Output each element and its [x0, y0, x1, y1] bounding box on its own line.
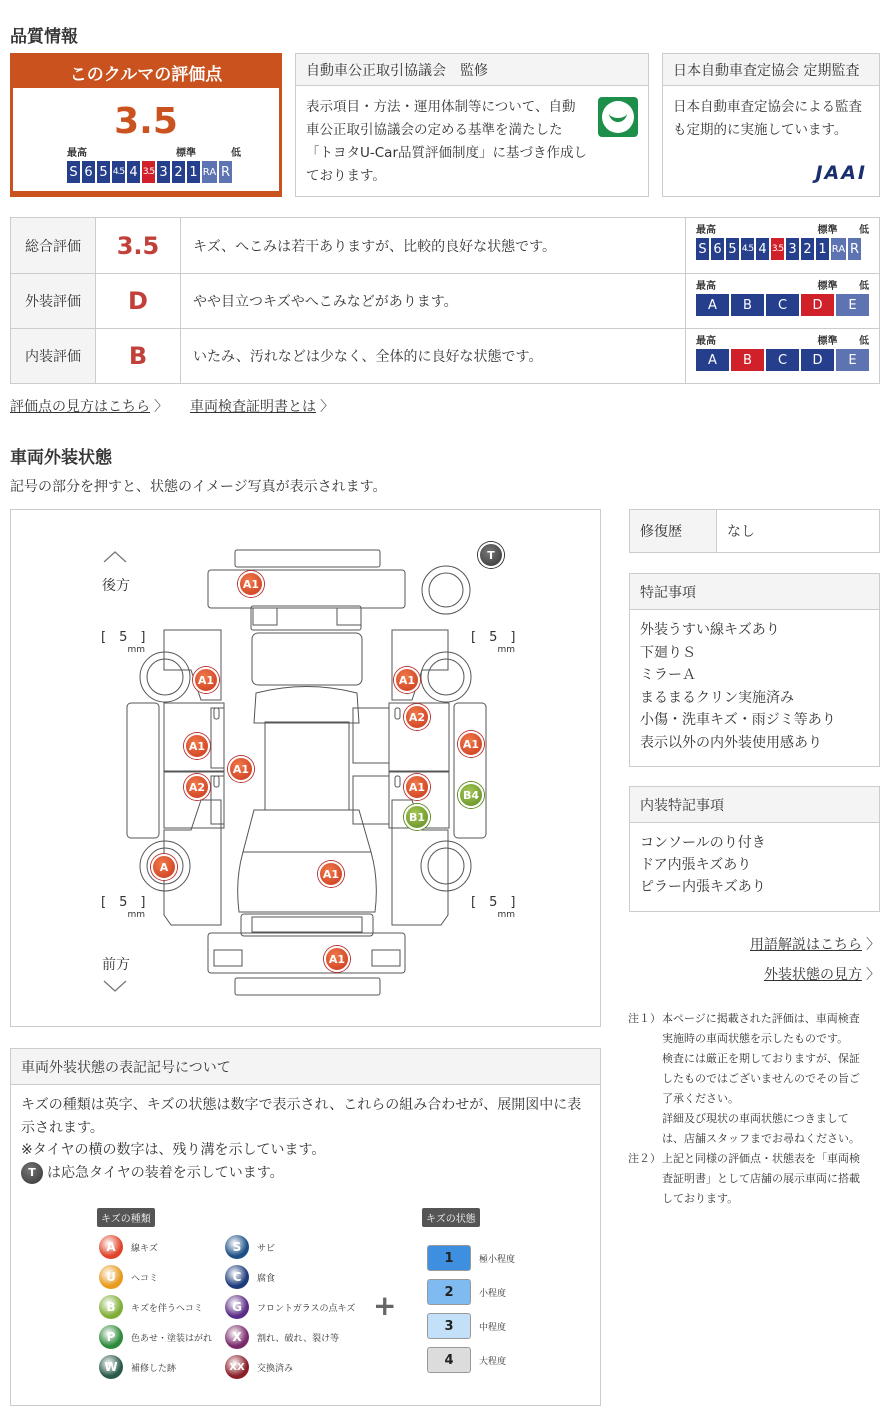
scale-cell: 4.5 [112, 161, 125, 183]
scale-low-label: 低 [231, 148, 241, 159]
chevron-right-icon: 〉 [320, 399, 334, 415]
damage-badge[interactable]: A1 [318, 861, 344, 887]
damage-type-icon: W [99, 1355, 123, 1379]
damage-badge[interactable]: B4 [458, 782, 484, 808]
scale-cell: 1 [187, 161, 200, 183]
repair-value: なし [727, 524, 755, 540]
note-item: コンソールのり付き [640, 835, 766, 851]
chevron-right-icon: 〉 [866, 937, 880, 953]
damage-type-label: 腐食 [257, 1273, 276, 1284]
scale-cell: S [67, 161, 80, 183]
rating-scale [686, 218, 879, 273]
spare-tire-badge[interactable]: T [478, 542, 504, 568]
rating-row [11, 273, 879, 328]
damage-type-icon: B [99, 1295, 123, 1319]
note-item: ピラー内張キズあり [640, 879, 766, 895]
note-item: 実施時の車両状態を示したものです。 [662, 1032, 849, 1045]
damage-type-label: サビ [257, 1243, 276, 1254]
scale-cell: 5 [726, 238, 739, 260]
jaai-panel [662, 53, 880, 197]
note-item: ミラーＡ [640, 667, 696, 683]
damage-type-label: 交換済み [257, 1363, 294, 1374]
damage-type-icon: X [225, 1325, 249, 1349]
scale-cell: C [766, 349, 799, 371]
damage-state-level: 3 [427, 1313, 471, 1339]
note1-label: 注１） [628, 1012, 661, 1025]
damage-type-label: 割れ、破れ、裂け等 [257, 1333, 340, 1344]
terms-link[interactable]: 用語解説はこちら [750, 937, 862, 953]
scale-cell: 4.5 [741, 238, 754, 260]
damage-badge[interactable]: A1 [324, 946, 350, 972]
damage-state-item [427, 1241, 515, 1275]
scale-cell: 3 [157, 161, 170, 183]
scale-cell: 3 [786, 238, 799, 260]
damage-type-item [99, 1292, 212, 1322]
note-item: 検査には厳正を期しておりますが、保証 [662, 1052, 860, 1065]
repair-label: 修復歴 [630, 510, 717, 552]
damage-state-label: 小程度 [479, 1288, 507, 1299]
damage-type-item [225, 1262, 355, 1292]
rear-label: 後方 [102, 578, 130, 594]
jaaa-text: 表示項目・方法・運用体制等について、自動車公正取引協議会の定める基準を満たした「トヨタU-Car品質評価制度」に基づき作成しております。 [306, 99, 588, 184]
scale-cell: R [219, 161, 232, 183]
note-item: 表示以外の内外装使用感あり [640, 734, 822, 751]
damage-state-item [427, 1275, 515, 1309]
scale-cell: 2 [801, 238, 814, 260]
tread-rear-left: [ 5 ] mm [101, 630, 146, 655]
damage-type-icon: S [225, 1235, 249, 1259]
plus-icon: + [373, 1289, 397, 1322]
scale-cell: RA [831, 238, 846, 260]
rating-label: 内装評価 [11, 329, 96, 383]
scale-cell: S [696, 238, 709, 260]
rating-value: D [96, 274, 181, 328]
jaaa-logo-icon [598, 97, 638, 137]
scale-cell: 2 [172, 161, 185, 183]
damage-type-item [225, 1232, 355, 1262]
note-item: 下廻りＳ [640, 644, 696, 661]
note-item: ドア内張キズあり [640, 857, 752, 873]
damage-badge[interactable]: A1 [193, 667, 219, 693]
damage-type-label: フロントガラスの点キズ [257, 1303, 356, 1314]
scale-cell: 4 [127, 161, 140, 183]
chevron-right-icon: 〉 [154, 399, 168, 415]
scale-cell: D [801, 349, 834, 371]
damage-type-icon: P [99, 1325, 123, 1349]
notes-list [630, 610, 879, 763]
damage-badge[interactable]: A2 [404, 704, 430, 730]
scale-std-label: 標準 [817, 336, 838, 347]
rating-scale [686, 329, 879, 383]
scale-cell: C [766, 294, 799, 316]
footnotes [628, 1009, 880, 1209]
damage-state-item [427, 1309, 515, 1343]
scale-high-label: 最高 [696, 336, 716, 347]
car-diagram [11, 510, 602, 1028]
damage-badge[interactable]: A2 [184, 774, 210, 800]
rating-desc: キズ、へこみは若干ありますが、比較的良好な状態です。 [181, 218, 686, 273]
scale-cell: A [696, 349, 729, 371]
note-item: 本ページに掲載された評価は、車両検査 [662, 1012, 860, 1025]
scale-cell: 5 [97, 161, 110, 183]
note-item: 上記と同様の評価点・状態表を「車両検 [662, 1152, 860, 1165]
damage-type-item [225, 1352, 355, 1382]
notes-panel [629, 573, 880, 767]
damage-badge[interactable]: A [151, 854, 177, 880]
scale-std-label: 標準 [176, 148, 196, 159]
scale-cell: B [731, 349, 764, 371]
note-item: 詳細及び現状の車両状態につきまして [662, 1112, 849, 1125]
legend-text1: キズの種類は英字、キズの状態は数字で表示され、これらの組み合わせが、展開図中に表示されます。 [21, 1097, 582, 1136]
damage-type-item [99, 1262, 212, 1292]
score-card [10, 53, 282, 197]
damage-type-label: 色あせ・塗装はがれ [131, 1333, 213, 1344]
note2-label: 注２） [628, 1152, 661, 1165]
jaai-logo: JAAI [815, 162, 867, 184]
damage-type-icon: A [99, 1235, 123, 1259]
score-guide-link[interactable]: 評価点の見方はこちら [10, 399, 150, 415]
scale-cell: 6 [711, 238, 724, 260]
rating-label: 総合評価 [11, 218, 96, 273]
scale-high-label: 最高 [67, 148, 87, 159]
scale-cell: RA [202, 161, 217, 183]
ratings-table [10, 217, 880, 384]
damage-badge[interactable]: A1 [228, 756, 254, 782]
scale-cell: E [836, 294, 869, 316]
damage-type-item [225, 1322, 355, 1352]
cert-link[interactable]: 車両検査証明書とは [190, 399, 316, 415]
tread-front-right: [ 5 ] mm [471, 895, 516, 920]
scale-high-label: 最高 [696, 281, 716, 292]
note-item: 小傷・洗車キズ・雨ジミ等あり [640, 712, 836, 728]
damage-type-item [99, 1232, 212, 1262]
rating-desc: やや目立つキズやへこみなどがあります。 [181, 274, 686, 328]
quality-title: 品質情報 [10, 27, 78, 47]
note-item: 査証明書」として店舗の展示車両に搭載 [662, 1172, 860, 1185]
damage-type-icon: U [99, 1265, 123, 1289]
rating-label: 外装評価 [11, 274, 96, 328]
scale-cell: 3.5 [142, 161, 155, 183]
chevron-right-icon: 〉 [866, 967, 880, 983]
rating-desc: いたみ、汚れなどは少なく、全体的に良好な状態です。 [181, 329, 686, 383]
spare-tire-icon: T [21, 1162, 43, 1184]
interior-notes-header: 内装特記事項 [630, 787, 879, 823]
note-item: しております。 [662, 1192, 739, 1205]
damage-type-item [225, 1292, 355, 1322]
scale-high-label: 最高 [696, 225, 716, 236]
damage-type-item [99, 1322, 212, 1352]
repair-history [629, 509, 880, 553]
state-title: キズの状態 [422, 1208, 480, 1227]
scale-cell: A [696, 294, 729, 316]
rating-row [11, 328, 879, 383]
tread-rear-right: [ 5 ] mm [471, 630, 516, 655]
scale-low-label: 低 [859, 281, 869, 292]
exterior-subtitle: 記号の部分を押すと、状態のイメージ写真が表示されます。 [10, 479, 387, 495]
exterior-guide-link[interactable]: 外装状態の見方 [764, 967, 862, 983]
scale-low-label: 低 [859, 336, 869, 347]
rating-row [11, 218, 879, 273]
note-item: したものではございませんのでその旨ご [662, 1072, 860, 1085]
scale-cell: 6 [82, 161, 95, 183]
damage-type-icon: XX [225, 1355, 249, 1379]
scale-cell: 3.5 [771, 238, 784, 260]
damage-badge[interactable]: A1 [458, 731, 484, 757]
damage-diagram [10, 509, 601, 1027]
jaai-text: 日本自動車査定協会による監査も定期的に実施しています。 [673, 99, 862, 138]
damage-type-label: 補修した跡 [131, 1363, 177, 1374]
legend-panel [10, 1048, 601, 1406]
scale-low-label: 低 [859, 225, 869, 236]
scale-cell: D [801, 294, 834, 316]
damage-type-icon: G [225, 1295, 249, 1319]
damage-state-label: 大程度 [479, 1356, 507, 1367]
interior-notes-panel [629, 786, 880, 912]
damage-type-label: キズを伴うヘコミ [131, 1303, 203, 1314]
damage-type-item [99, 1352, 212, 1382]
damage-badge[interactable]: A1 [184, 733, 210, 759]
exterior-title: 車両外装状態 [10, 448, 112, 468]
damage-state-label: 極小程度 [479, 1254, 516, 1265]
damage-state-label: 中程度 [479, 1322, 507, 1333]
legend-text2: ※タイヤの横の数字は、残り溝を示しています。 [21, 1142, 326, 1158]
damage-badge[interactable]: A1 [238, 571, 264, 597]
score-scale [67, 161, 232, 183]
score-card-header: このクルマの評価点 [69, 64, 223, 85]
note-item: まるまるクリン実施済み [640, 689, 794, 706]
damage-state-level: 1 [427, 1245, 471, 1271]
scale-cell: B [731, 294, 764, 316]
scale-std-label: 標準 [817, 225, 838, 236]
damage-type-label: ヘコミ [131, 1273, 159, 1284]
scale-cell: 4 [756, 238, 769, 260]
type-title: キズの種類 [97, 1208, 155, 1227]
legend-text3: は応急タイヤの装着を示しています。 [47, 1164, 284, 1181]
note-item: 了承ください。 [662, 1092, 739, 1105]
damage-type-icon: C [225, 1265, 249, 1289]
scale-cell: R [848, 238, 861, 260]
rating-value: 3.5 [96, 218, 181, 273]
scale-cell: E [836, 349, 869, 371]
damage-badge[interactable]: A1 [394, 667, 420, 693]
score-value: 3.5 [114, 101, 178, 142]
notes-header: 特記事項 [630, 574, 879, 610]
legend-header: 車両外装状態の表記記号について [11, 1049, 600, 1085]
damage-state-level: 2 [427, 1279, 471, 1305]
note-item: は、店舗スタッフまでお尋ねください。 [662, 1132, 860, 1145]
interior-notes-list [630, 823, 879, 907]
rating-value: B [96, 329, 181, 383]
jaaa-header: 自動車公正取引協議会 監修 [296, 54, 648, 86]
scale-std-label: 標準 [817, 281, 838, 292]
damage-type-label: 線キズ [131, 1243, 158, 1254]
jaai-header: 日本自動車査定協会 定期監査 [663, 54, 879, 86]
damage-state-item [427, 1343, 515, 1377]
note-item: 外装うすい線キズあり [640, 622, 780, 638]
damage-state-level: 4 [427, 1347, 471, 1373]
damage-badge[interactable]: A1 [404, 774, 430, 800]
damage-badge[interactable]: B1 [404, 804, 430, 830]
tread-front-left: [ 5 ] mm [101, 895, 146, 920]
scale-cell: 1 [816, 238, 829, 260]
jaaa-panel [295, 53, 649, 197]
front-label: 前方 [102, 957, 130, 973]
rating-scale [686, 274, 879, 328]
